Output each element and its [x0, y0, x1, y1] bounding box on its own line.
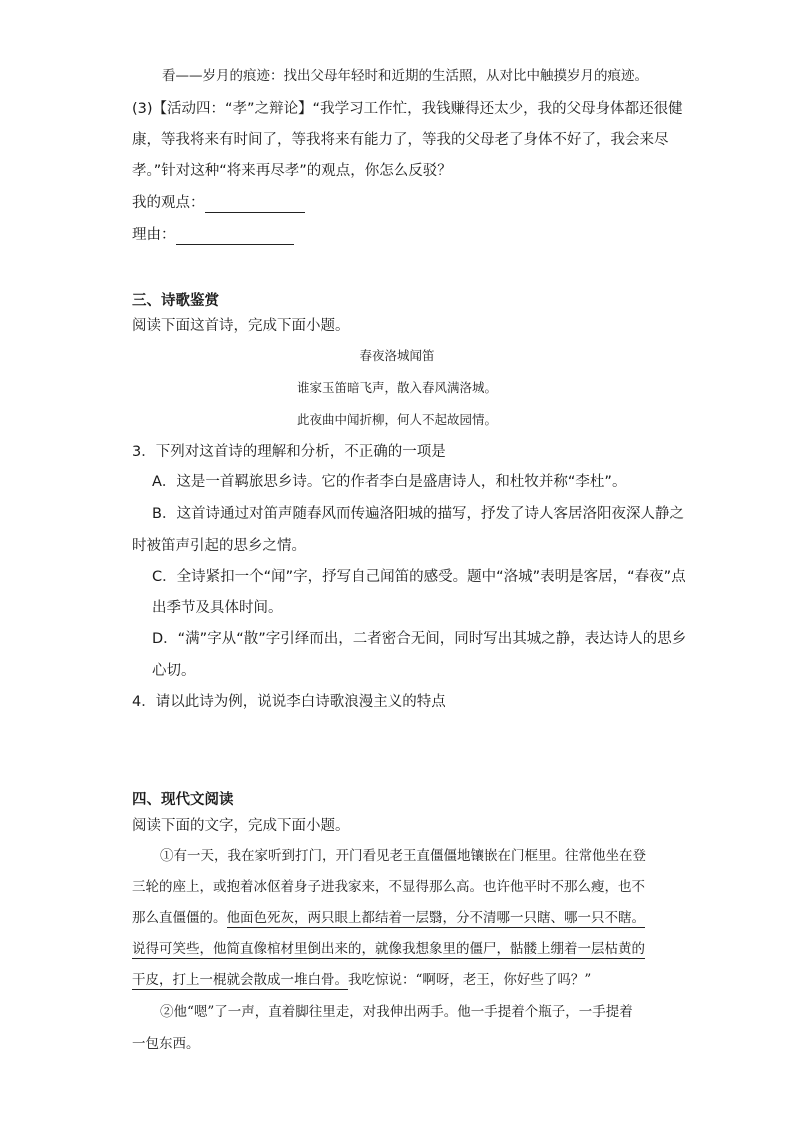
passage-p1-line2: 三轮的座上，或抱着冰伛着身子进我家来，不显得那么高。也许他平时不那么瘦，也不: [132, 879, 645, 895]
reason-label: 理由：: [132, 227, 176, 243]
question-4-stem: 4．请以此诗为例，说说李白诗歌浪漫主义的特点: [132, 694, 446, 710]
viewpoint-row: [132, 193, 305, 213]
viewpoint-label: 我的观点：: [132, 195, 205, 211]
option-c-line1: C．全诗紧扣一个“闻”字，抒写自己闻笛的感受。题中“洛城”表明是客居，“春夜”点: [152, 569, 686, 585]
passage-p1-line4: [132, 939, 645, 959]
passage-underlined-sentence-part3: 干皮，打上一棍就会散成一堆白骨。: [132, 972, 348, 988]
option-c-line2: 出季节及具体时间。: [152, 600, 283, 616]
question-3-stem: 3．下列对这首诗的理解和分析，不正确的一项是: [132, 444, 446, 460]
passage-p1-line3: [132, 908, 645, 928]
passage-p1-line1: ①有一天，我在家听到打门，开门看见老王直僵僵地镶嵌在门框里。往常他坐在登: [160, 848, 646, 864]
option-d-line1: D．“满”字从“散”字引绎而出，二者密合无间，同时写出其城之静，表达诗人的思乡: [152, 631, 687, 647]
passage-p2-line2: 一包东西。: [132, 1036, 200, 1052]
viewpoint-answer-blank[interactable]: [205, 196, 305, 213]
reason-answer-blank[interactable]: [176, 228, 294, 245]
section-4-instruction: 阅读下面的文字，完成下面小题。: [132, 818, 350, 834]
activity-look-line: 看——岁月的痕迹：找出父母年轻时和近期的生活照，从对比中触摸岁月的痕迹。: [162, 68, 648, 84]
passage-underlined-sentence-part2: 说得可笑些，他简直像棺材里倒出来的，就像我想象里的僵尸，骷髅上绷着一层枯黄的: [132, 941, 645, 957]
section-4-heading: 四、现代文阅读: [132, 792, 234, 808]
option-a: A．这是一首羁旅思乡诗。它的作者李白是盛唐诗人，和杜牧并称“李杜”。: [152, 474, 627, 490]
option-b-line1: B．这首诗通过对笛声随春风而传遍洛阳城的描写，抒发了诗人客居洛阳夜深人静之: [152, 506, 684, 522]
reason-row: [132, 225, 294, 245]
section-3-instruction: 阅读下面这首诗，完成下面小题。: [132, 318, 350, 334]
question-3-activity4-line2: 康，等我将来有时间了，等我将来有能力了，等我的父母老了身体不好了，我会来尽: [132, 132, 669, 148]
poem-line-1: 谁家玉笛暗飞声，散入春风满洛城。: [296, 380, 497, 395]
passage-p2-line1: ②他“嗯”了一声，直着脚往里走，对我伸出两手。他一手提着个瓶子，一手提着: [160, 1004, 633, 1020]
poem-title: 春夜洛城闻笛: [359, 348, 435, 363]
passage-underlined-sentence-part1: 他面色死灰，两只眼上都结着一层翳，分不清哪一只瞎、哪一只不瞎。: [226, 910, 645, 926]
passage-p1-line3-plain: 那么直僵僵的。: [132, 910, 227, 926]
passage-p1-line5-plain: 我吃惊说：“啊呀，老王，你好些了吗？”: [348, 972, 592, 988]
passage-p1-line5: [132, 970, 591, 990]
question-3-activity4-line1: (3)【活动四：“孝”之辩论】“我学习工作忙，我钱赚得还太少，我的父母身体都还很健: [132, 101, 683, 117]
option-b-line2: 时被笛声引起的思乡之情。: [132, 538, 306, 554]
section-3-heading: 三、诗歌鉴赏: [132, 293, 219, 309]
poem-line-2: 此夜曲中闻折柳，何人不起故园情。: [296, 412, 497, 427]
question-3-activity4-line3: 孝。”针对这种“将来再尽孝”的观点，你怎么反驳？: [132, 163, 452, 179]
option-d-line2: 心切。: [152, 663, 196, 679]
